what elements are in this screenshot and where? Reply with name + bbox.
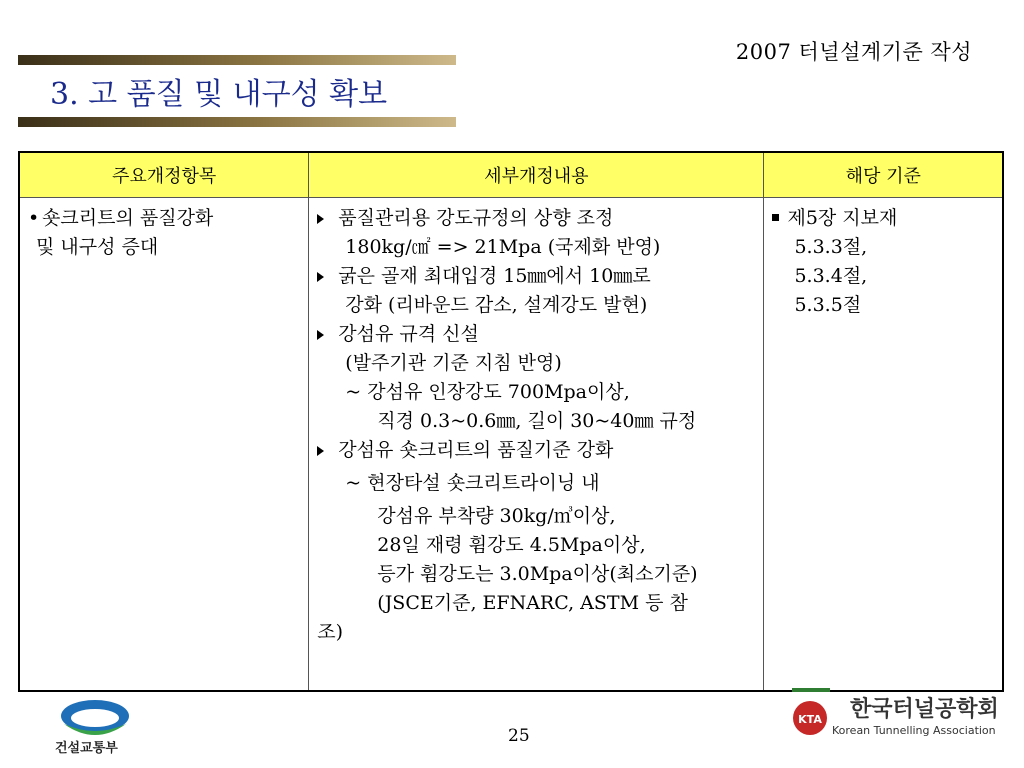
detail-line: ~ 현장타설 숏크리트라이닝 내 — [345, 472, 600, 494]
main-item-line: 및 내구성 증대 — [36, 236, 159, 258]
detail-line: 강섬유 규격 신설 — [317, 320, 755, 349]
table-row — [19, 198, 1003, 692]
detail-line: 등가 휨강도는 3.0Mpa이상(최소기준) — [377, 563, 698, 585]
cell-details — [309, 198, 764, 692]
header-note: 2007 터널설계기준 작성 — [735, 40, 972, 64]
kta-badge-text: KTA — [798, 713, 822, 726]
detail-line: 28일 재령 휨강도 4.5Mpa이상, — [377, 534, 646, 556]
title-band-top — [18, 55, 456, 65]
kta-english-name: Korean Tunnelling Association — [832, 724, 996, 737]
standard-line: 5.3.4절, — [794, 265, 868, 287]
triangle-bullet-icon — [317, 330, 324, 340]
detail-line: 강화 (리바운드 감소, 설계강도 발현) — [345, 294, 648, 316]
header-main-items: 주요개정항목 — [19, 152, 309, 198]
table-header-row — [19, 152, 1003, 198]
kta-name: 한국터널공학회 — [850, 697, 999, 722]
main-item-line: • 숏크리트의 품질강화 — [28, 204, 300, 233]
detail-line: 강섬유 부착량 30kg/㎥이상, — [377, 505, 616, 527]
title-band-bottom — [18, 117, 456, 127]
cell-standard — [764, 198, 1003, 692]
detail-line: (발주기관 기준 지침 반영) — [345, 352, 562, 374]
detail-line: 180kg/㎠ => 21Mpa (국제화 반영) — [345, 236, 661, 258]
header-details: 세부개정내용 — [309, 152, 764, 198]
detail-line: 직경 0.3~0.6㎜, 길이 30~40㎜ 규정 — [377, 410, 697, 432]
triangle-bullet-icon — [317, 272, 324, 282]
page-number: 25 — [508, 726, 530, 746]
detail-line: 강섬유 숏크리트의 품질기준 강화 — [317, 436, 755, 465]
detail-line: (JSCE기준, EFNARC, ASTM 등 참 — [377, 592, 688, 614]
detail-line: 굵은 골재 최대입경 15㎜에서 10㎜로 — [317, 262, 755, 291]
standard-line: 5.3.3절, — [794, 236, 868, 258]
ministry-logo-text: 건설교통부 — [55, 741, 118, 756]
slide-title: 3. 고 품질 및 내구성 확보 — [50, 77, 388, 112]
standard-line: 5.3.5절 — [794, 294, 862, 316]
cell-main-item — [19, 198, 309, 692]
standard-line: 제5장 지보재 — [772, 204, 994, 233]
bullet-dot-icon: • — [28, 207, 40, 229]
detail-line: 품질관리용 강도규정의 상향 조정 — [317, 204, 755, 233]
detail-line: ~ 강섬유 인장강도 700Mpa이상, — [345, 381, 630, 403]
revision-table — [18, 151, 1004, 692]
header-standard: 해당 기준 — [764, 152, 1003, 198]
triangle-bullet-icon — [317, 446, 324, 456]
triangle-bullet-icon — [317, 214, 324, 224]
title-band — [18, 55, 456, 129]
square-bullet-icon — [772, 214, 779, 221]
detail-line: 조) — [317, 621, 344, 643]
